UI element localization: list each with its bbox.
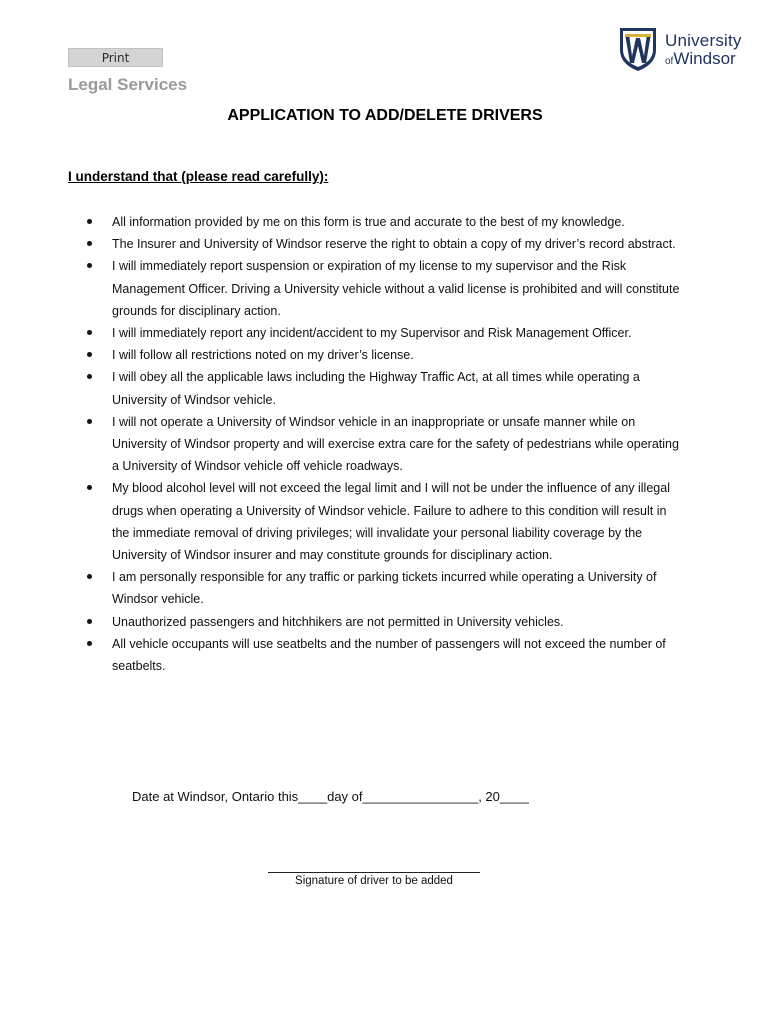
list-item-text: I will immediately report any incident/accident to my Supervisor and Risk Management Officer. xyxy=(112,326,632,341)
list-item xyxy=(84,211,684,233)
logo-text-of: of xyxy=(665,56,674,67)
list-item xyxy=(84,566,684,610)
bullet-icon xyxy=(87,374,92,379)
list-item xyxy=(84,633,684,677)
list-item-text: I will immediately report suspension or expiration of my license to my supervisor and the Risk Management Officer. Driving a University vehicle without a valid license is prohibited and will constitute grounds for disciplinary action. xyxy=(112,259,680,318)
list-item-text: All information provided by me on this form is true and accurate to the best of my knowledge. xyxy=(112,215,625,229)
signature-label: Signature of driver to be added xyxy=(295,875,453,887)
list-item xyxy=(84,233,684,255)
list-item-text: My blood alcohol level will not exceed the legal limit and I will not be under the influence of any illegal drugs when operating a University of Windsor vehicle. Failure to adhere to this condition will result in the immediate removal of driving privileges; will invalidate your personal liability coverage by the University of Windsor insurer and may constitute grounds for disciplinary action. xyxy=(112,481,670,563)
list-item xyxy=(84,477,684,566)
list-item-text: I will not operate a University of Windsor vehicle in an inappropriate or unsafe manner while on University of Windsor property and will exercise extra care for the safety of pedestrians while operating a University of Windsor vehicle off vehicle roadways. xyxy=(112,414,679,474)
intro-heading: I understand that (please read carefully): xyxy=(68,169,329,184)
list-item-text: I will obey all the applicable laws including the Highway Traffic Act, at all times while operating a University of Windsor vehicle. xyxy=(112,370,640,407)
print-button[interactable]: Print xyxy=(68,48,163,67)
list-item-text: The Insurer and University of Windsor reserve the right to obtain a copy of my driver’s record abstract. xyxy=(112,237,676,252)
list-item-text: I will follow all restrictions noted on my driver’s license. xyxy=(112,348,414,363)
list-item xyxy=(84,411,684,478)
university-shield-icon xyxy=(618,26,658,72)
list-item xyxy=(84,344,684,366)
list-item xyxy=(84,366,684,410)
list-item xyxy=(84,611,684,633)
bullet-icon xyxy=(87,485,92,490)
list-item xyxy=(84,322,684,344)
bullet-icon xyxy=(87,419,92,424)
university-logo xyxy=(618,26,744,74)
bullet-icon xyxy=(87,619,92,624)
bullet-icon xyxy=(87,641,92,646)
bullet-icon xyxy=(87,330,92,335)
bullet-icon xyxy=(87,574,92,579)
list-item-text: Unauthorized passengers and hitchhikers are not permitted in University vehicles. xyxy=(112,614,564,629)
bullet-icon xyxy=(87,263,92,268)
logo-text-university: University xyxy=(665,31,742,50)
bullet-icon xyxy=(87,219,92,224)
bullet-icon xyxy=(87,241,92,246)
list-item-text: I am personally responsible for any traffic or parking tickets incurred while operating a University of Windsor vehicle. xyxy=(112,570,657,607)
signature-field-line[interactable] xyxy=(268,872,480,873)
page-title: APPLICATION TO ADD/DELETE DRIVERS xyxy=(227,107,543,124)
logo-text-windsor-word: Windsor xyxy=(673,49,736,68)
department-heading: Legal Services xyxy=(68,75,188,94)
date-field-line[interactable]: Date at Windsor, Ontario this____day of________________, 20____ xyxy=(132,789,529,804)
acknowledgement-list xyxy=(84,211,684,677)
logo-text-windsor xyxy=(665,50,736,71)
list-item-text: All vehicle occupants will use seatbelts and the number of passengers will not exceed the number of seatbelts. xyxy=(112,636,666,674)
list-item xyxy=(84,255,684,322)
bullet-icon xyxy=(87,352,92,357)
